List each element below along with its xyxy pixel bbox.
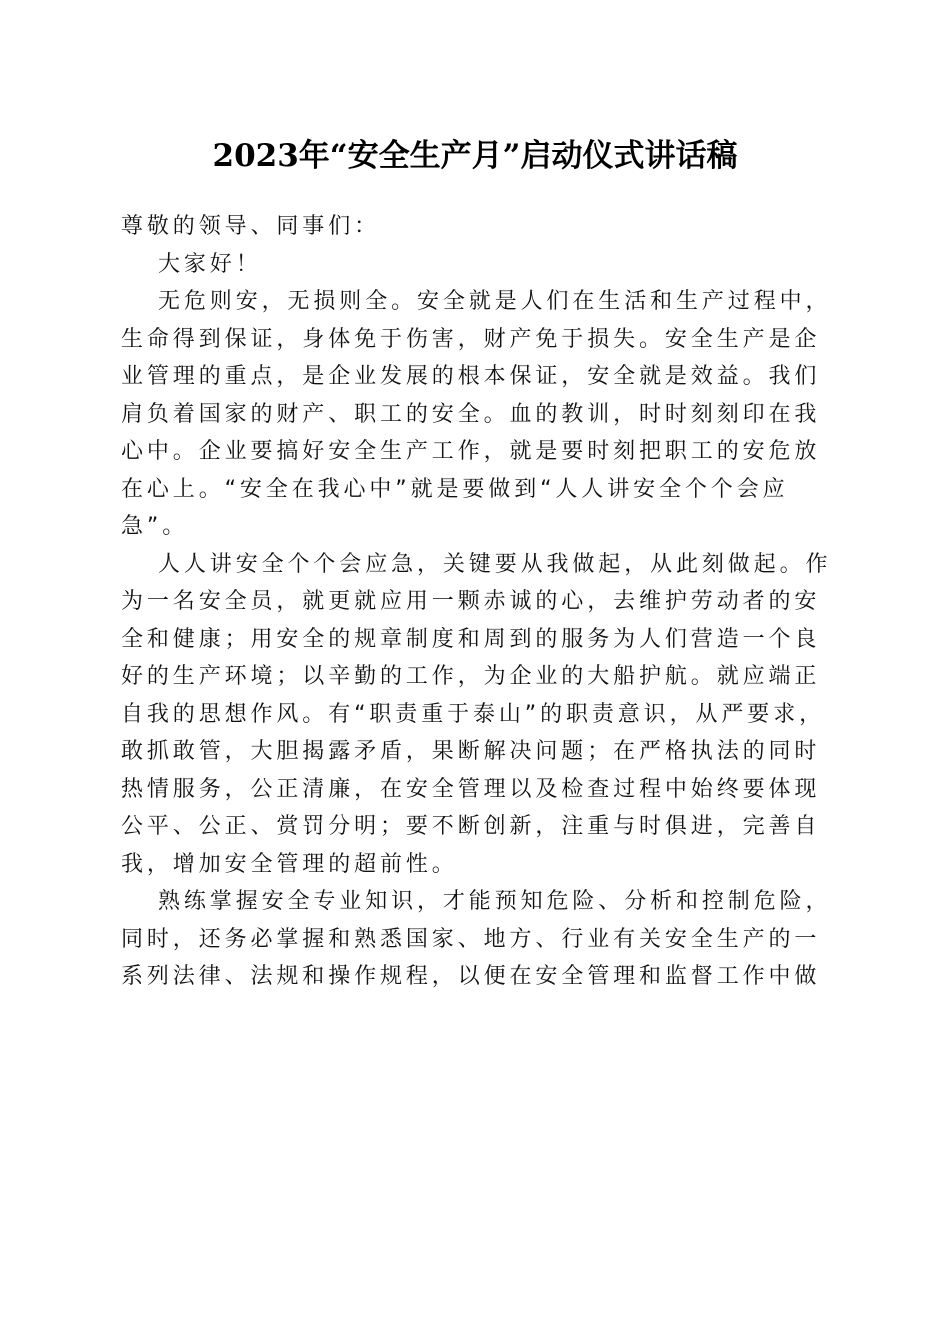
paragraph-1-line: 急”。 xyxy=(121,514,189,539)
paragraph-2-line: 为一名安全员，就更就应用一颗赤诚的心，去维护劳动者的安 xyxy=(121,589,821,614)
paragraph-2-line: 我，增加安全管理的超前性。 xyxy=(121,851,458,877)
paragraph-3-line: 同时，还务必掌握和熟悉国家、地方、行业有关安全生产的一 xyxy=(121,926,821,952)
page-title: 2023年“安全生产月”启动仪式讲话稿 xyxy=(212,138,738,174)
paragraph-2-line: 热情服务，公正清廉，在安全管理以及检查过程中始终要体现 xyxy=(121,776,821,802)
greeting: 大家好！ xyxy=(158,251,262,277)
paragraph-1-line: 肩负着国家的财产、职工的安全。血的教训，时时刻刻印在我 xyxy=(121,401,821,427)
paragraph-2-line: 好的生产环境；以辛勤的工作，为企业的大船护航。就应端正 xyxy=(121,664,821,689)
document-body xyxy=(121,208,833,996)
paragraph-1-line: 业管理的重点，是企业发展的根本保证，安全就是效益。我们 xyxy=(121,364,821,389)
paragraph-2-line: 全和健康；用安全的规章制度和周到的服务为人们营造一个良 xyxy=(121,626,821,652)
paragraph-2-line: 人人讲安全个个会应急，关键要从我做起，从此刻做起。作 xyxy=(158,551,832,577)
paragraph-1-line: 心中。企业要搞好安全生产工作，就是要时刻把职工的安危放 xyxy=(121,439,821,464)
salutation: 尊敬的领导、同事们： xyxy=(121,214,381,239)
paragraph-2-line: 敢抓敢管，大胆揭露矛盾，果断解决问题；在严格执法的同时 xyxy=(121,739,821,764)
paragraph-2-line: 公平、公正、赏罚分明；要不断创新，注重与时俱进，完善自 xyxy=(121,814,821,839)
paragraph-1-line: 生命得到保证，身体免于伤害，财产免于损失。安全生产是企 xyxy=(121,326,821,352)
paragraph-3-line: 熟练掌握安全专业知识，才能预知危险、分析和控制危险， xyxy=(158,889,832,914)
paragraph-2-line: 自我的思想作风。有“职责重于泰山”的职责意识，从严要求， xyxy=(121,701,825,727)
paragraph-1-line: 无危则安，无损则全。安全就是人们在生活和生产过程中， xyxy=(158,289,832,314)
paragraph-1-line: 在心上。“安全在我心中”就是要做到“人人讲安全个个会应 xyxy=(121,476,789,502)
paragraph-3-line: 系列法律、法规和操作规程，以便在安全管理和监督工作中做 xyxy=(121,964,821,989)
